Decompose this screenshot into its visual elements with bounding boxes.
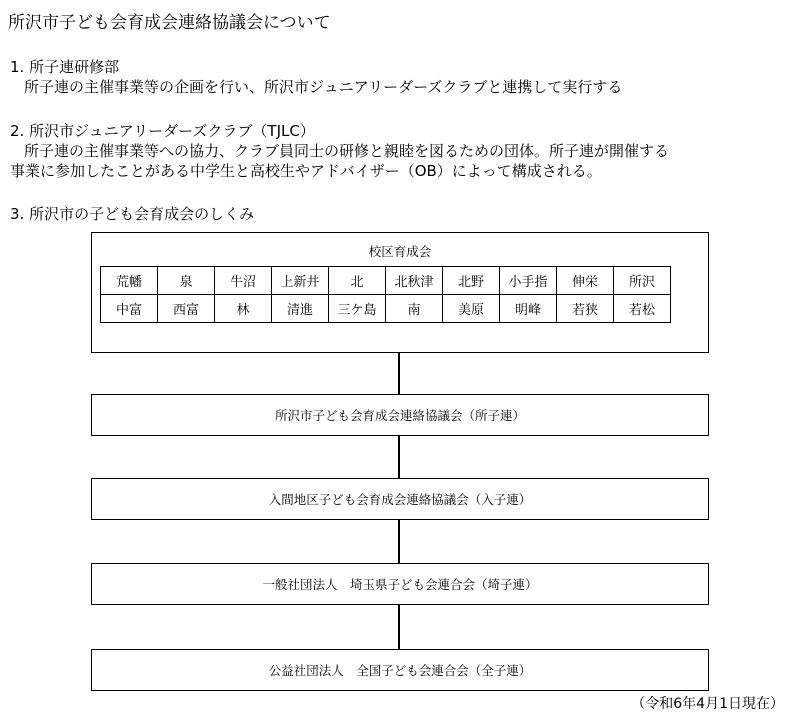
level-box-zenkoren — [91, 649, 709, 691]
school-table — [100, 266, 671, 323]
section-3-heading: 3. 所沢市の子ども会育成会のしくみ — [10, 205, 255, 223]
connector-line — [398, 353, 400, 394]
school-row-2 — [101, 295, 671, 323]
connector-line — [398, 436, 400, 478]
school-cell: 北野 — [443, 267, 500, 295]
school-cell: 小手指 — [500, 267, 557, 295]
school-cell: 若松 — [614, 295, 671, 323]
school-box-title: 校区育成会 — [368, 244, 432, 259]
level-box-shokoren — [91, 394, 709, 436]
level-box-saikoren — [91, 563, 709, 605]
section-2-text-line1: 所子連の主催事業等への協力、クラブ員同士の研修と親睦を図るための団体。所子連が開催する — [24, 142, 670, 160]
school-cell: 伸栄 — [557, 267, 614, 295]
school-cell: 若狭 — [557, 295, 614, 323]
level-label: 入間地区子ども会育成会連絡協議会（入子連） — [268, 492, 532, 507]
school-cell: 北 — [329, 267, 386, 295]
level-label: 一般社団法人 埼玉県子ども会連合会（埼子連） — [262, 577, 538, 592]
level-box-irukoren — [91, 478, 709, 520]
section-2-text-line2: 事業に参加したことがある中学生と高校生やアドバイザー（OB）によって構成される。 — [10, 162, 602, 180]
date-note: （令和6年4月1日現在） — [631, 696, 784, 712]
school-cell: 明峰 — [500, 295, 557, 323]
school-cell: 西富 — [158, 295, 215, 323]
section-1-text: 所子連の主催事業等の企画を行い、所沢市ジュニアリーダーズクラブと連携して実行する — [24, 78, 623, 96]
school-cell: 北秋津 — [386, 267, 443, 295]
school-cell: 泉 — [158, 267, 215, 295]
page-title: 所沢市子ども会育成会連絡協議会について — [8, 13, 331, 33]
school-cell: 牛沼 — [215, 267, 272, 295]
school-cell: 荒幡 — [101, 267, 158, 295]
section-2-heading: 2. 所沢市ジュニアリーダーズクラブ（TJLC） — [10, 122, 315, 140]
school-cell: 林 — [215, 295, 272, 323]
school-cell: 美原 — [443, 295, 500, 323]
school-cell: 南 — [386, 295, 443, 323]
level-label: 公益社団法人 全国子ども会連合会（全子連） — [268, 663, 532, 678]
school-cell: 清進 — [272, 295, 329, 323]
school-cell: 所沢 — [614, 267, 671, 295]
connector-line — [398, 605, 400, 649]
connector-line — [398, 520, 400, 563]
school-cell: 上新井 — [272, 267, 329, 295]
school-cell: 三ケ島 — [329, 295, 386, 323]
level-label: 所沢市子ども会育成会連絡協議会（所子連） — [274, 408, 525, 423]
school-cell: 中富 — [101, 295, 158, 323]
section-1-heading: 1. 所子連研修部 — [10, 58, 120, 76]
school-row-1 — [101, 267, 671, 295]
